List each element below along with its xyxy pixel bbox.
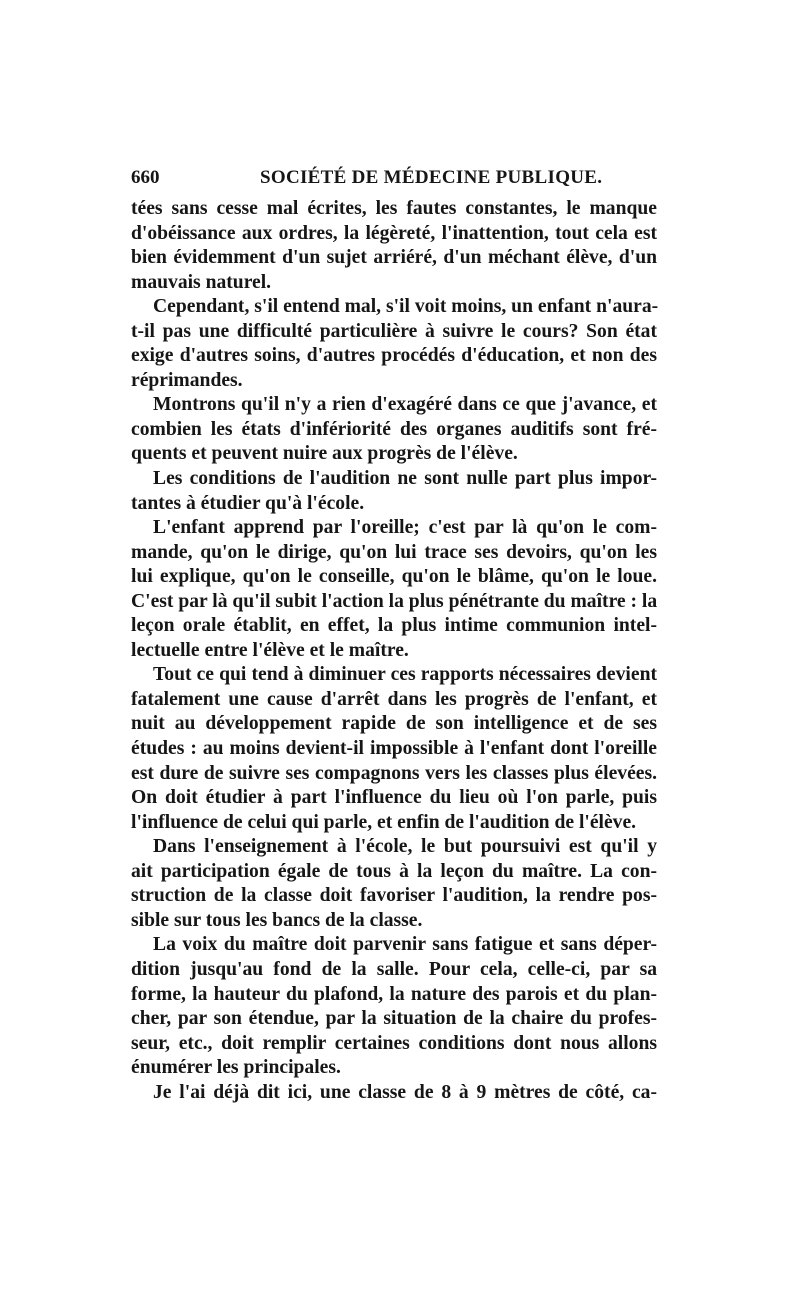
text-line: ait participation égale de tous à la leçon du maître. La con- <box>131 860 657 882</box>
text-line: Les conditions de l'audition ne sont nulle part plus impor- <box>153 468 657 490</box>
text-line: leçon orale établit, en effet, la plus intime communion intel- <box>131 615 657 637</box>
text-line: exige d'autres soins, d'autres procédés d'éducation, et non des <box>131 345 657 367</box>
text-line: tées sans cesse mal écrites, les fautes constantes, le manque <box>131 198 657 219</box>
text-line: est dure de suivre ses compagnons vers les classes plus élevées. <box>131 762 657 784</box>
text-line: Dans l'enseignement à l'école, le but poursuivi est qu'il y <box>153 836 657 858</box>
body-text <box>131 197 657 1105</box>
running-head <box>131 167 655 193</box>
text-line: Cependant, s'il entend mal, s'il voit moins, un enfant n'aura- <box>153 296 659 318</box>
running-title: SOCIÉTÉ DE MÉDECINE PUBLIQUE. <box>260 167 603 188</box>
text-line: mande, qu'on le dirige, qu'on lui trace ses devoirs, qu'on les <box>131 541 657 563</box>
text-line: d'obéissance aux ordres, la légèreté, l'inattention, tout cela est <box>131 222 657 244</box>
text-line: réprimandes. <box>131 369 243 391</box>
text-line: sible sur tous les bancs de la classe. <box>131 909 423 931</box>
text-line: C'est par là qu'il subit l'action la plus pénétrante du maître : la <box>131 590 658 612</box>
text-line: nuit au développement rapide de son intelligence et de ses <box>131 713 657 735</box>
text-line: mauvais naturel. <box>131 271 272 293</box>
text-line: tantes à étudier qu'à l'école. <box>131 492 365 514</box>
text-line: études : au moins devient-il impossible à l'enfant dont l'oreille <box>131 738 657 760</box>
text-line: quents et peuvent nuire aux progrès de l'élève. <box>131 443 518 465</box>
text-line: combien les états d'infériorité des organes auditifs sont fré- <box>131 418 657 440</box>
text-line: l'influence de celui qui parle, et enfin de l'audition de l'élève. <box>131 811 637 833</box>
text-line: Je l'ai déjà dit ici, une classe de 8 à 9 mètres de côté, ca- <box>153 1081 657 1103</box>
text-line: Montrons qu'il n'y a rien d'exagéré dans ce que j'avance, et <box>153 394 657 416</box>
text-line: énumérer les principales. <box>131 1057 341 1079</box>
text-line: L'enfant apprend par l'oreille; c'est par là qu'on le com- <box>153 517 657 539</box>
page-number: 660 <box>131 167 160 188</box>
text-line: seur, etc., doit remplir certaines conditions dont nous allons <box>131 1032 657 1054</box>
text-line: bien évidemment d'un sujet arriéré, d'un méchant élève, d'un <box>131 247 657 269</box>
text-line: lui explique, qu'on le conseille, qu'on le blâme, qu'on le loue. <box>131 566 657 588</box>
text-line: La voix du maître doit parvenir sans fatigue et sans déper- <box>153 934 657 956</box>
text-line: Tout ce qui tend à diminuer ces rapports nécessaires devient <box>153 664 657 686</box>
text-line: t-il pas une difficulté particulière à suivre le cours? Son état <box>131 320 657 342</box>
text-line: lectuelle entre l'élève et le maître. <box>131 639 409 661</box>
text-line: On doit étudier à part l'influence du lieu où l'on parle, puis <box>131 787 657 809</box>
text-line: cher, par son étendue, par la situation de la chaire du profes- <box>131 1008 657 1030</box>
text-line: dition jusqu'au fond de la salle. Pour cela, celle-ci, par sa <box>131 958 657 980</box>
text-line: fatalement une cause d'arrêt dans les progrès de l'enfant, et <box>131 688 657 710</box>
text-line: forme, la hauteur du plafond, la nature des parois et du plan- <box>131 983 657 1005</box>
text-line: struction de la classe doit favoriser l'audition, la rendre pos- <box>131 885 657 907</box>
